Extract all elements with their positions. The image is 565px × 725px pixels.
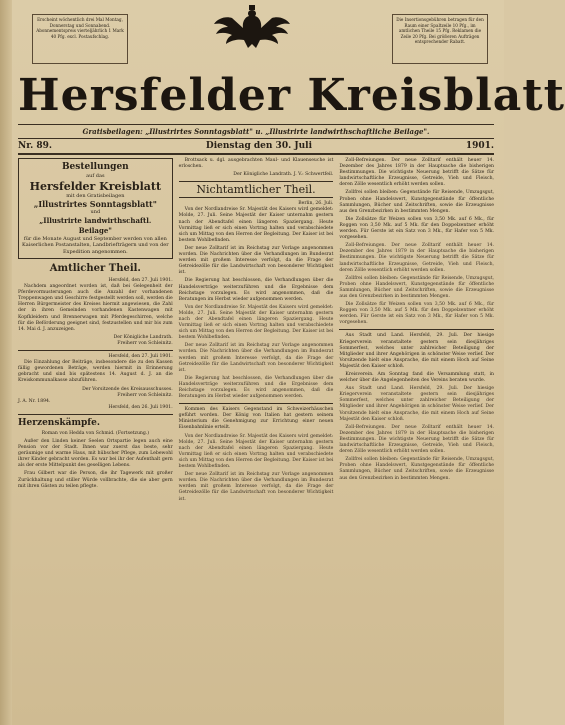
article-text: Zoll-Befreiungen. Der neue Zolltarif enthält heuer 14. Dezember des Jahres 1879 in der Hauptsache die bisherigen Bestimmungen. Die wichtigste Neuerung betrifft die Sätze für landwirtschaftliche Erzeugnisse, Getreide, Vieh und Fleisch, deren Zölle wesentlich erhöht werden sollen. (339, 158, 495, 188)
article-text: Kommen des Kaisers Gegenstand im Schweizerhäuschen geführt worden. Der König von Italien hat gestern seinem Ministerium die Genehmigung zur Errichtung einer neuen Eisenbahnlinie erteilt. (178, 407, 334, 431)
issue-year: 1901. (465, 141, 494, 151)
column-1 (18, 158, 173, 505)
signature: Der Vorsitzende des Kreisausschusses. (82, 386, 173, 392)
article-text: Die Einzahlung der Beiträge, insbesondere die zu den Kassen fällig gewordenen Beträge, werden hiermit in Erinnerung gebracht und sind bis spätestens 14. August d. J. an die Kreiskommunalkasse abzuführen. (18, 360, 173, 384)
ann-supplement-1: „Illustrirtes Sonntagsblatt" (33, 199, 157, 209)
nonofficial-section-heading: Nichtamtlicher Theil. (179, 181, 334, 198)
ann-line: auf das (86, 173, 105, 179)
article-text: Aus Stadt und Land. Hersfeld, 29. Juli. Der hiesige Kriegerverein veranstaltete gestern sein diesjähriges Sommerfest, welches unter zahlreicher Beteiligung der Mitglieder und ihrer Angehörigen in schönster Weise verlief. Der Vorsitzende hielt eine Ansprache, die mit einem Hoch auf Seine Majestät den Kaiser schloß. (339, 386, 495, 422)
reference-number: J. A. Nr. 1894. (18, 398, 51, 404)
serial-byline: Roman von Hedda von Schmid. (Fortsetzung.) (41, 430, 150, 436)
article-text: Brottsack u. dgl. ausgebrachten Maul- und Klauenseuche ist erloschen. (178, 158, 334, 170)
signature: Der Königliche Landrath. J. V.: Schwertfeil. (233, 172, 334, 178)
column-2 (179, 158, 334, 505)
column-3 (339, 158, 494, 505)
article-text: Die Regierung hat beschlossen, die Verhandlungen über die Handelsverträge weiterzuführen und die Ergebnisse dem Reichstage vorzulegen. Es wird angenommen, daß die Beratungen im Herbst wieder aufgenommen werden. (178, 278, 334, 302)
columns (18, 158, 494, 505)
article-text: Nachdem angeordnet worden ist, daß bei Gelegenheit der Pferdevormusterungen auch die Anzahl der vorhandenen Treppenwagen und Geschirre festgestellt werden soll, werden die Herren Bürgermeister des Kreises hiermit angewiesen, die Zahl der in ihren Gemeinden vorhandenen Kastenwagen mit Kopfkleidern und Brennerwagen mit Pferdegeschirren, welche für die Beförderung geeignet sind, festzustellen und mir bis zum 14. Mai d. J. anzuzeigen. (18, 284, 173, 332)
official-section-heading: Amtlicher Theil. (49, 263, 141, 274)
article-text: Der neue Zolltarif ist im Reichstag zur Vorlage angenommen worden. Die Nachrichten über die Verhandlungen im Bundesrat werden mit großem Interesse verfolgt, da die Frage der Getreidezölle für die Landwirtschaft von besonderer Wichtigkeit ist. (178, 472, 334, 502)
issue-bar (18, 139, 494, 155)
signature: Freiherr von Schleinitz. (117, 392, 173, 398)
supplements-bar: Gratisbeilagen: „Illustrirtes Sonntagsblatt" u. „Illustrirte landwirthschaftliche Beilage". (18, 124, 494, 139)
ann-line: mit den Gratisbeilagen (66, 192, 125, 199)
ann-heading: Bestellungen (61, 162, 129, 172)
article-text: Kreisverein. Am Sonntag fand die Versammlung statt, in welcher über die Angelegenheiten des Vereins beraten wurde. (339, 372, 495, 384)
article-text: Zoll-Befreiungen. Der neue Zolltarif enthält heuer 14. Dezember des Jahres 1879 in der Hauptsache die bisherigen Bestimmungen. Die wichtigste Neuerung betrifft die Sätze für landwirtschaftliche Erzeugnisse, Getreide, Vieh und Fleisch, deren Zölle wesentlich erhöht werden sollen. (339, 243, 495, 273)
article-text: Der neue Zolltarif ist im Reichstag zur Vorlage angenommen worden. Die Nachrichten über die Verhandlungen im Bundesrat werden mit großem Interesse verfolgt, da die Frage der Getreidezölle für die Landwirtschaft von besonderer Wichtigkeit ist. (178, 245, 334, 276)
ann-line: für die Monate August und September werden von allen Kaiserlichen Postanstalten, Landbriefträgern und von der Expedition angenommen. (22, 235, 169, 255)
issue-number: Nr. 89. (18, 141, 53, 151)
issue-date: Dienstag den 30. Juli (205, 141, 312, 151)
article-text: Die Regierung hat beschlossen, die Verhandlungen über die Handelsverträge weiterzuführen und die Ergebnisse dem Reichstage vorzulegen. Es wird angenommen, daß die Beratungen im Herbst wieder aufgenommen werden. (178, 375, 334, 400)
dateline: Hersfeld, den 27. Juli 1901. (108, 354, 173, 360)
article-text: Von der Nordlandreise Sr. Majestät des Kaisers wird gemeldet: Molde, 27. Juli. Seine Majestät der Kaiser unternahm gestern nach der Abendtafel einen längeren Spaziergang. Heute Vormittag ließ er sich einen Vortrag halten und verabschiedete sich um Mittag von den Herren der Begleitung. Der Kaiser ist bei bestem Wohlbefinden. (178, 304, 334, 341)
eagle-icon (212, 4, 292, 50)
article-text: Der neue Zolltarif ist im Reichstag zur Vorlage angenommen worden. Die Nachrichten über die Verhandlungen im Bundesrat werden mit großem Interesse verfolgt, da die Frage der Getreidezölle für die Landwirtschaft von besonderer Wichtigkeit ist. (178, 343, 334, 373)
divider (18, 350, 173, 351)
divider (339, 329, 494, 330)
divider (18, 414, 173, 415)
article-text: Zollfrei sollen bleiben: Gegenstände für Reisende, Umzugsgut, Proben ohne Handelswert, Kunstgegenstände für öffentliche Sammlungen, Bücher und Zeitschriften, sowie die Erzeugnisse aus den Grenzbezirken in bestimmten Mengen. (339, 275, 495, 299)
article-text: Frau Gilbert war die Person, die ihr Tagewerk mit großer Zurückhaltung und stiller Würde vollbrachte, die sie aber gern mit ihren Gästen zu teilen pflegte. (18, 471, 173, 489)
article-text: Außer den Linden keiner Seelen Ortspartie legen auch eine Pension vor der Stadt. Ihnen war zuerst das beste, sehr geräumige und warme Haus, mit hübscher Pflege, zum Lebewohl ihrer Kinder gebracht worden. Es war bei ihr der Aufenthalt gern als der erste Mittelpunkt des geselligen Lebens. (18, 438, 173, 469)
masthead-title: Hersfelder Kreisblatt (18, 70, 565, 121)
signature: Der Königliche Landrath. (113, 334, 173, 340)
article-text: Die Zollsätze für Weizen sollen von 3,50 Mk. auf 6 Mk., für Roggen von 3,50 Mk. auf 5 Mk. für den Doppelzentner erhöht werden. Für Gerste ist ein Satz von 3 Mk., für Hafer von 5 Mk. vorgesehen. (339, 216, 495, 241)
ann-paper-title: Hersfelder Kreisblatt (29, 179, 162, 193)
dateline: Berlin, 26. Juli. (298, 201, 334, 207)
divider (179, 403, 334, 404)
dateline: Hersfeld, den 26. Juli 1901. (108, 404, 173, 410)
header-top (18, 4, 494, 54)
dateline: Hersfeld, den 27. Juli 1901. (108, 278, 173, 283)
article-text: Zollfrei sollen bleiben: Gegenstände für Reisende, Umzugsgut, Proben ohne Handelswert, Kunstgegenstände für öffentliche Sammlungen, Bücher und Zeitschriften, sowie die Erzeugnisse aus den Grenzbezirken in bestimmten Mengen. (339, 190, 495, 214)
article-text: Zollfrei sollen bleiben: Gegenstände für Reisende, Umzugsgut, Proben ohne Handelswert, Kunstgegenstände für öffentliche Sammlungen, Bücher und Zeitschriften, sowie die Erzeugnisse aus den Grenzbezirken in bestimmten Mengen. (339, 457, 495, 481)
subscription-announcement (18, 158, 173, 259)
article-text: Die Zollsätze für Weizen sollen von 3,50 Mk. auf 6 Mk., für Roggen von 3,50 Mk. auf 5 Mk. für den Doppelzentner erhöht werden. Für Gerste ist ein Satz von 3 Mk., für Hafer von 5 Mk. vorgesehen. (339, 302, 495, 326)
subscription-info-box: Erscheint wöchentlich drei Mal Montag, Donnerstag und Sonnabend. Abonnementspreis vierteljährlich 1 Mark 40 Pfg. excl. Postaufschlag. (32, 14, 128, 64)
article-text: Von der Nordlandreise Sr. Majestät des Kaisers wird gemeldet: Molde, 27. Juli. Seine Majestät der Kaiser unternahm gestern nach der Abendtafel einen längeren Spaziergang. Heute Vormittag ließ er sich einen Vortrag halten und verabschiedete sich um Mittag von den Herren der Begleitung. Der Kaiser ist bei bestem Wohlbefinden. (178, 433, 334, 470)
article-text: Aus Stadt und Land. Hersfeld, 29. Juli. Der hiesige Kriegerverein veranstaltete gestern sein diesjähriges Sommerfest, welches unter zahlreicher Beteiligung der Mitglieder und ihrer Angehörigen in schönster Weise verlief. Der Vorsitzende hielt eine Ansprache, die mit einem Hoch auf Seine Majestät den Kaiser schloß. (339, 333, 495, 369)
signature: Freiherr von Schleinitz. (117, 340, 173, 346)
advertising-rates-box: Die Insertionsgebühren betragen für den Raum einer Spaltzeile 10 Pfg., im amtlichen Theile 15 Pfg. Reklamen die Zeile 20 Pfg. Bei größeren Aufträgen entsprechender Rabatt. (392, 14, 488, 64)
page-edge (0, 0, 12, 725)
ann-supplement-2: „Illustrirte landwirthschaftl. Beilage" (39, 215, 152, 235)
article-text: Von der Nordlandreise Sr. Majestät des Kaisers wird gemeldet: Molde, 27. Juli. Seine Majestät der Kaiser unternahm gestern nach der Abendtafel einen längeren Spaziergang. Heute Vormittag ließ er sich einen Vortrag halten und verabschiedete sich um Mittag von den Herren der Begleitung. Der Kaiser ist bei bestem Wohlbefinden. (178, 207, 334, 243)
serial-heading: Herzenskämpfe. (18, 417, 101, 428)
article-text: Zoll-Befreiungen. Der neue Zolltarif enthält heuer 14. Dezember des Jahres 1879 in der Hauptsache die bisherigen Bestimmungen. Die wichtigste Neuerung betrifft die Sätze für landwirtschaftliche Erzeugnisse, Getreide, Vieh und Fleisch, deren Zölle wesentlich erhöht werden sollen. (339, 424, 495, 455)
ann-line: und (90, 209, 101, 215)
